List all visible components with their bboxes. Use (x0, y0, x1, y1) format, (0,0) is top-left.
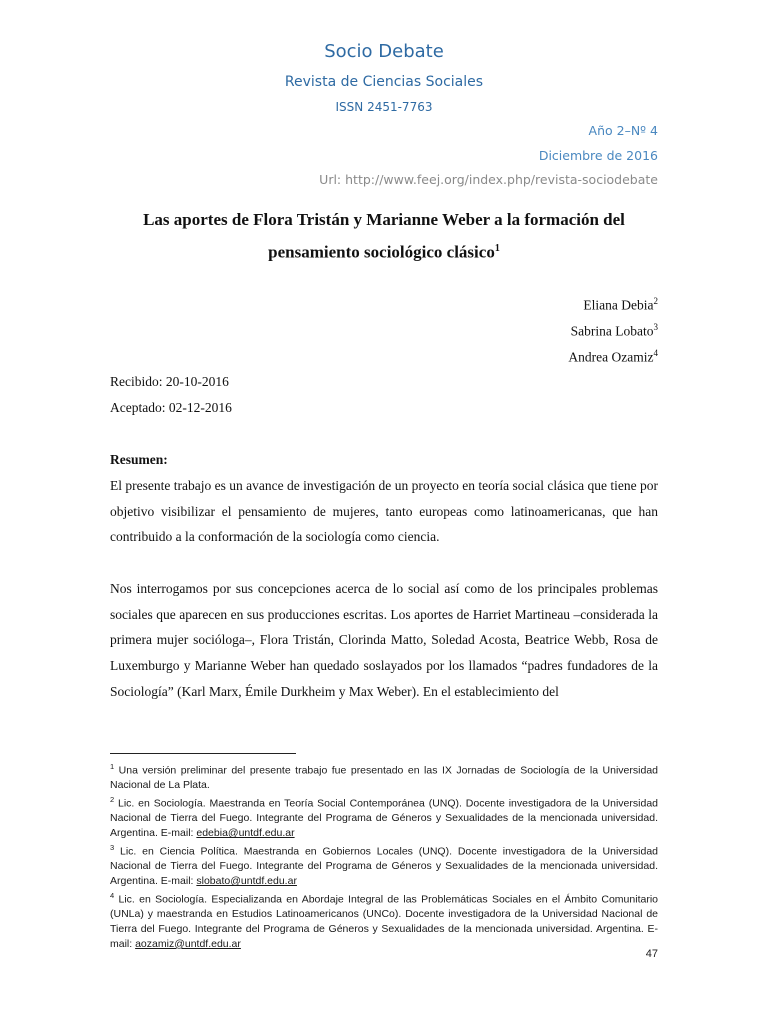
author-name: Eliana Debia (583, 297, 654, 313)
footnote-number: 3 (110, 842, 115, 852)
journal-issn: ISSN 2451-7763 (335, 100, 433, 114)
footnote-text: Una versión preliminar del presente trabajo fue presentado en las IX Jornadas de Sociología de la Universidad Nacional de La Plata. (110, 764, 658, 792)
page-number: 47 (645, 948, 658, 960)
footnote-2 (110, 793, 658, 841)
author-3 (568, 348, 658, 366)
author-footnote-ref[interactable]: 4 (653, 348, 658, 358)
footnote-number: 2 (110, 795, 115, 805)
footnote-text: Lic. en Sociología. Maestranda en Teoría Social Contemporánea (UNQ). Docente investigadora de la Universidad Nacional de Tierra del Fuego. Integrante del Programa de Géneros y Sexualidades de la mencionada universidad. Argentina. E-mail: (110, 797, 658, 840)
issue-date: Diciembre de 2016 (538, 148, 658, 163)
issue-number: Año 2–Nº 4 (588, 123, 658, 138)
email-link[interactable]: edebia@untdf.edu.ar (196, 827, 295, 840)
author-name: Andrea Ozamiz (568, 349, 654, 365)
journal-name: Socio Debate (324, 41, 444, 62)
abstract-paragraph-1: El presente trabajo es un avance de investigación de un proyecto en teoría social clásica que tiene por objetivo visibilizar el pensamiento de mujeres, tanto europeas como latinoamericanas, que han contribuido a la conformación de la sociología como ciencia. (110, 478, 658, 545)
footnote-4 (110, 889, 658, 952)
footnote-1 (110, 760, 658, 793)
author-1 (583, 296, 658, 314)
email-link[interactable]: slobato@untdf.edu.ar (196, 875, 297, 888)
article-title-text: Las aportes de Flora Tristán y Marianne Weber a la formación del pensamiento sociológico clásico (143, 210, 625, 262)
email-link[interactable]: aozamiz@untdf.edu.ar (135, 937, 241, 950)
author-footnote-ref[interactable]: 2 (653, 296, 658, 306)
title-footnote-ref[interactable]: 1 (494, 243, 500, 254)
footnote-number: 1 (110, 762, 115, 771)
author-name: Sabrina Lobato (570, 323, 654, 339)
footnote-text: Lic. en Ciencia Política. Maestranda en Gobiernos Locales (UNQ). Docente investigadora de la Universidad Nacional de Tierra del Fuego. Integrante del Programa de Géneros y Sexualidades de la mencionada universidad. Argentina. E-mail: (110, 845, 658, 888)
article-title (110, 205, 658, 267)
footnote-number: 4 (110, 890, 115, 900)
received-date: Recibido: 20-10-2016 (110, 374, 229, 389)
footnote-text: Lic. en Sociología. Especializanda en Abordaje Integral de las Problemáticas Sociales en el Ámbito Comunitario (UNLa) y maestranda en Estudios Latinoamericanos (UNCo). Docente investigadora de la Universidad Nacional de Tierra del Fuego. Integrante del Programa de Géneros y Sexualidades de la mencionada universidad. Argentina. E-mail: (110, 893, 658, 950)
abstract-heading: Resumen: (110, 452, 168, 467)
author-footnote-ref[interactable]: 3 (653, 322, 658, 332)
abstract-paragraph-2: Nos interrogamos por sus concepciones acerca de lo social así como de los principales problemas sociales que aparecen en sus producciones escritas. Los aportes de Harriet Martineau –considerada la primera mujer socióloga–, Flora Tristán, Clorinda Matto, Soledad Acosta, Beatrice Webb, Rosa de Luxemburgo y Marianne Weber han quedado soslayados por los llamados “padres fundadores de la Sociología” (Karl Marx, Émile Durkheim y Max Weber). En el establecimiento del (110, 581, 658, 699)
accepted-date: Aceptado: 02-12-2016 (110, 400, 232, 415)
journal-url: Url: http://www.feej.org/index.php/revista-sociodebate (319, 172, 658, 187)
footnotes (110, 760, 658, 952)
journal-subtitle: Revista de Ciencias Sociales (284, 74, 484, 90)
author-2 (571, 322, 658, 340)
footnote-3 (110, 841, 658, 889)
footnote-separator (110, 753, 296, 754)
